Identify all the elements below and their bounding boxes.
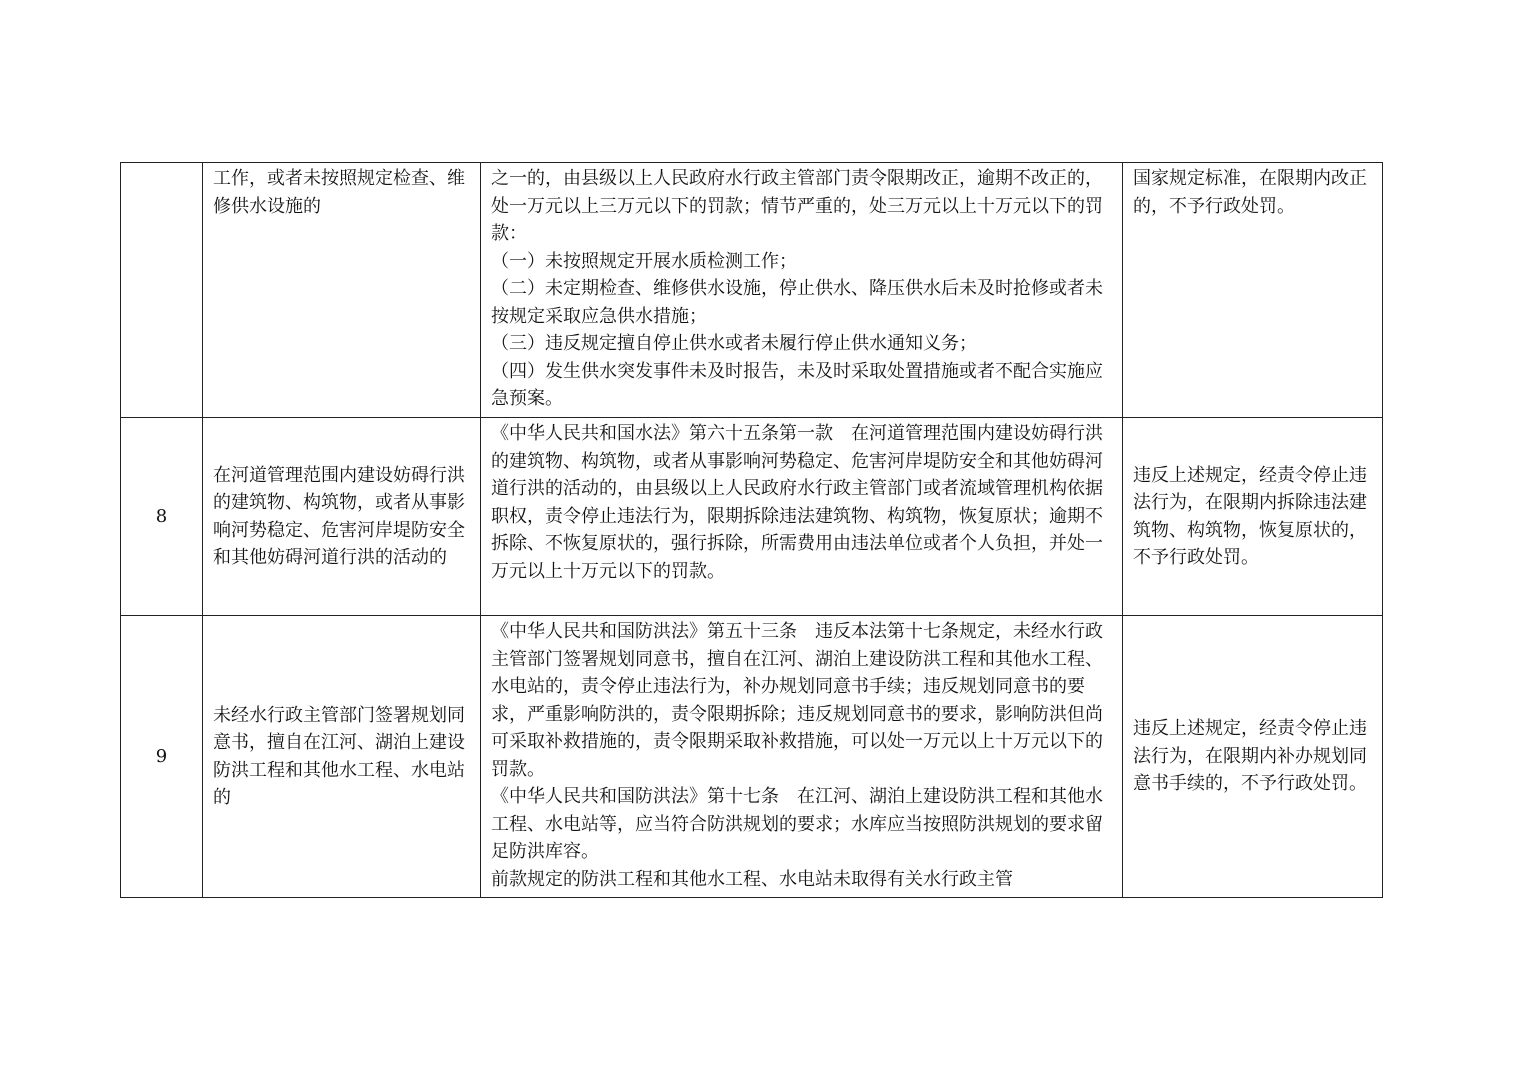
condition-cell (1123, 616, 1383, 898)
condition-text: 违反上述规定，经责令停止违法行为，在限期内补办规划同意书手续的，不予行政处罚。 (1133, 718, 1367, 795)
violation-cell (203, 163, 481, 418)
legal-basis-cell (481, 163, 1123, 418)
condition-cell (1123, 418, 1383, 616)
legal-basis-paragraph: 《中华人民共和国水法》第六十五条第一款 在河道管理范围内建设妨碍行洪的建筑物、构筑物，或者从事影响河势稳定、危害河岸堤防安全和其他妨碍河道行洪的活动的，由县级以上人民政府水行政主管部门或者流域管理机构依据职权，责令停止违法行为，限期拆除违法建筑物、构筑物，恢复原状；逾期不拆除、不恢复原状的，强行拆除，所需费用由违法单位或者个人负担，并处一万元以上十万元以下的罚款。 (491, 423, 1103, 582)
table-row (121, 616, 1383, 898)
legal-basis-cell (481, 418, 1123, 616)
legal-basis-paragraph: （三）违反规定擅自停止供水或者未履行停止供水通知义务； (491, 333, 977, 354)
row-number-cell (121, 163, 203, 418)
penalty-list-table (120, 162, 1383, 898)
condition-text: 违反上述规定，经责令停止违法行为，在限期内拆除违法建筑物、构筑物，恢复原状的，不予行政处罚。 (1133, 464, 1367, 568)
legal-basis-paragraph: 前款规定的防洪工程和其他水工程、水电站未取得有关水行政主管 (491, 868, 1013, 890)
row-number-cell (121, 616, 203, 898)
violation-cell (203, 616, 481, 898)
violation-text: 在河道管理范围内建设妨碍行洪的建筑物、构筑物，或者从事影响河势稳定、危害河岸堤防安全和其他妨碍河道行洪的活动的 (213, 464, 465, 568)
condition-text: 国家规定标准，在限期内改正的，不予行政处罚。 (1133, 168, 1367, 217)
row-number: 9 (155, 745, 168, 767)
legal-basis-paragraph: 《中华人民共和国防洪法》第十七条 在江河、湖泊上建设防洪工程和其他水工程、水电站等，应当符合防洪规划的要求；水库应当按照防洪规划的要求留足防洪库容。 (491, 786, 1103, 862)
legal-basis-paragraph: （四）发生供水突发事件未及时报告，未及时采取处置措施或者不配合实施应急预案。 (491, 360, 1103, 409)
legal-basis-paragraph: （二）未定期检查、维修供水设施，停止供水、降压供水后未及时抢修或者未按规定采取应急供水措施； (491, 278, 1103, 327)
violation-text: 未经水行政主管部门签署规划同意书，擅自在江河、湖泊上建设防洪工程和其他水工程、水电站的 (213, 704, 465, 808)
table-row (121, 163, 1383, 418)
legal-basis-cell (481, 616, 1123, 898)
row-number: 8 (155, 505, 168, 527)
legal-basis-paragraph: （一）未按照规定开展水质检测工作； (491, 250, 797, 272)
legal-basis-paragraph: 《中华人民共和国防洪法》第五十三条 违反本法第十七条规定，未经水行政主管部门签署规划同意书，擅自在江河、湖泊上建设防洪工程和其他水工程、水电站的，责令停止违法行为，补办规划同意书手续；违反规划同意书的要求，严重影响防洪的，责令限期拆除；违反规划同意书的要求，影响防洪但尚可采取补救措施的，责令限期采取补救措施，可以处一万元以上十万元以下的罚款。 (491, 621, 1103, 780)
condition-cell (1123, 163, 1383, 418)
violation-cell (203, 418, 481, 616)
table-row (121, 418, 1383, 616)
row-number-cell (121, 418, 203, 616)
legal-basis-paragraph: 之一的，由县级以上人民政府水行政主管部门责令限期改正，逾期不改正的，处一万元以上三万元以下的罚款；情节严重的，处三万元以上十万元以下的罚款： (491, 168, 1103, 244)
violation-text: 工作，或者未按照规定检查、维修供水设施的 (213, 168, 465, 217)
